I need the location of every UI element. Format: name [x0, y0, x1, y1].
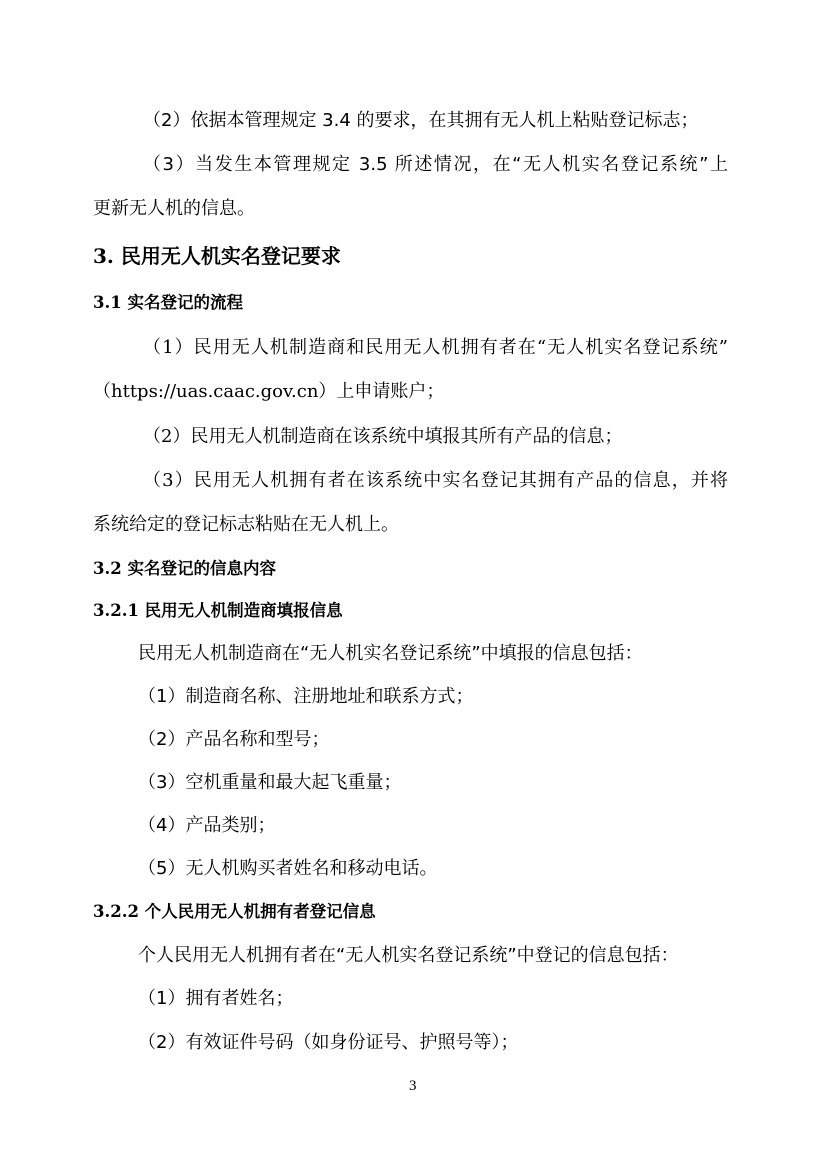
- list-item: （3）空机重量和最大起飞重量；: [138, 772, 402, 793]
- page-number: 3: [409, 1078, 417, 1094]
- list-item: （5）无人机购买者姓名和移动电话。: [138, 858, 438, 879]
- section-heading: 3. 民用无人机实名登记要求: [93, 244, 341, 268]
- list-item: （1）民用无人机制造商和民用无人机拥有者在“无人机实名登记系统”: [143, 337, 728, 358]
- subsection-heading: 3.2 实名登记的信息内容: [93, 559, 276, 578]
- list-item: （1）拥有者姓名；: [138, 988, 294, 1009]
- list-item: （2）产品名称和型号；: [138, 729, 330, 750]
- subsection-heading: 3.2.2 个人民用无人机拥有者登记信息: [93, 902, 376, 921]
- paragraph-continuation: 更新无人机的信息。: [93, 198, 255, 219]
- list-item: （4）产品类别；: [138, 815, 276, 836]
- subsection-heading: 3.2.1 民用无人机制造商填报信息: [93, 601, 343, 620]
- list-item: （2）有效证件号码（如身份证号、护照号等）；: [138, 1032, 519, 1053]
- list-item: （3）民用无人机拥有者在该系统中实名登记其拥有产品的信息，并将: [143, 470, 728, 491]
- list-item: （1）制造商名称、注册地址和联系方式；: [138, 686, 474, 707]
- paragraph-continuation: 系统给定的登记标志粘贴在无人机上。: [93, 514, 399, 535]
- list-item: （2）民用无人机制造商在该系统中填报其所有产品的信息；: [143, 426, 623, 447]
- list-item: （3）当发生本管理规定 3.5 所述情况，在“无人机实名登记系统”上: [143, 154, 728, 175]
- subsection-heading: 3.1 实名登记的流程: [93, 293, 243, 312]
- paragraph: 个人民用无人机拥有者在“无人机实名登记系统”中登记的信息包括：: [138, 945, 679, 966]
- paragraph: 民用无人机制造商在“无人机实名登记系统”中填报的信息包括：: [138, 643, 643, 664]
- paragraph-continuation: （https://uas.caac.gov.cn）上申请账户；: [93, 381, 445, 402]
- list-item: （2）依据本管理规定 3.4 的要求，在其拥有无人机上粘贴登记标志；: [143, 110, 699, 131]
